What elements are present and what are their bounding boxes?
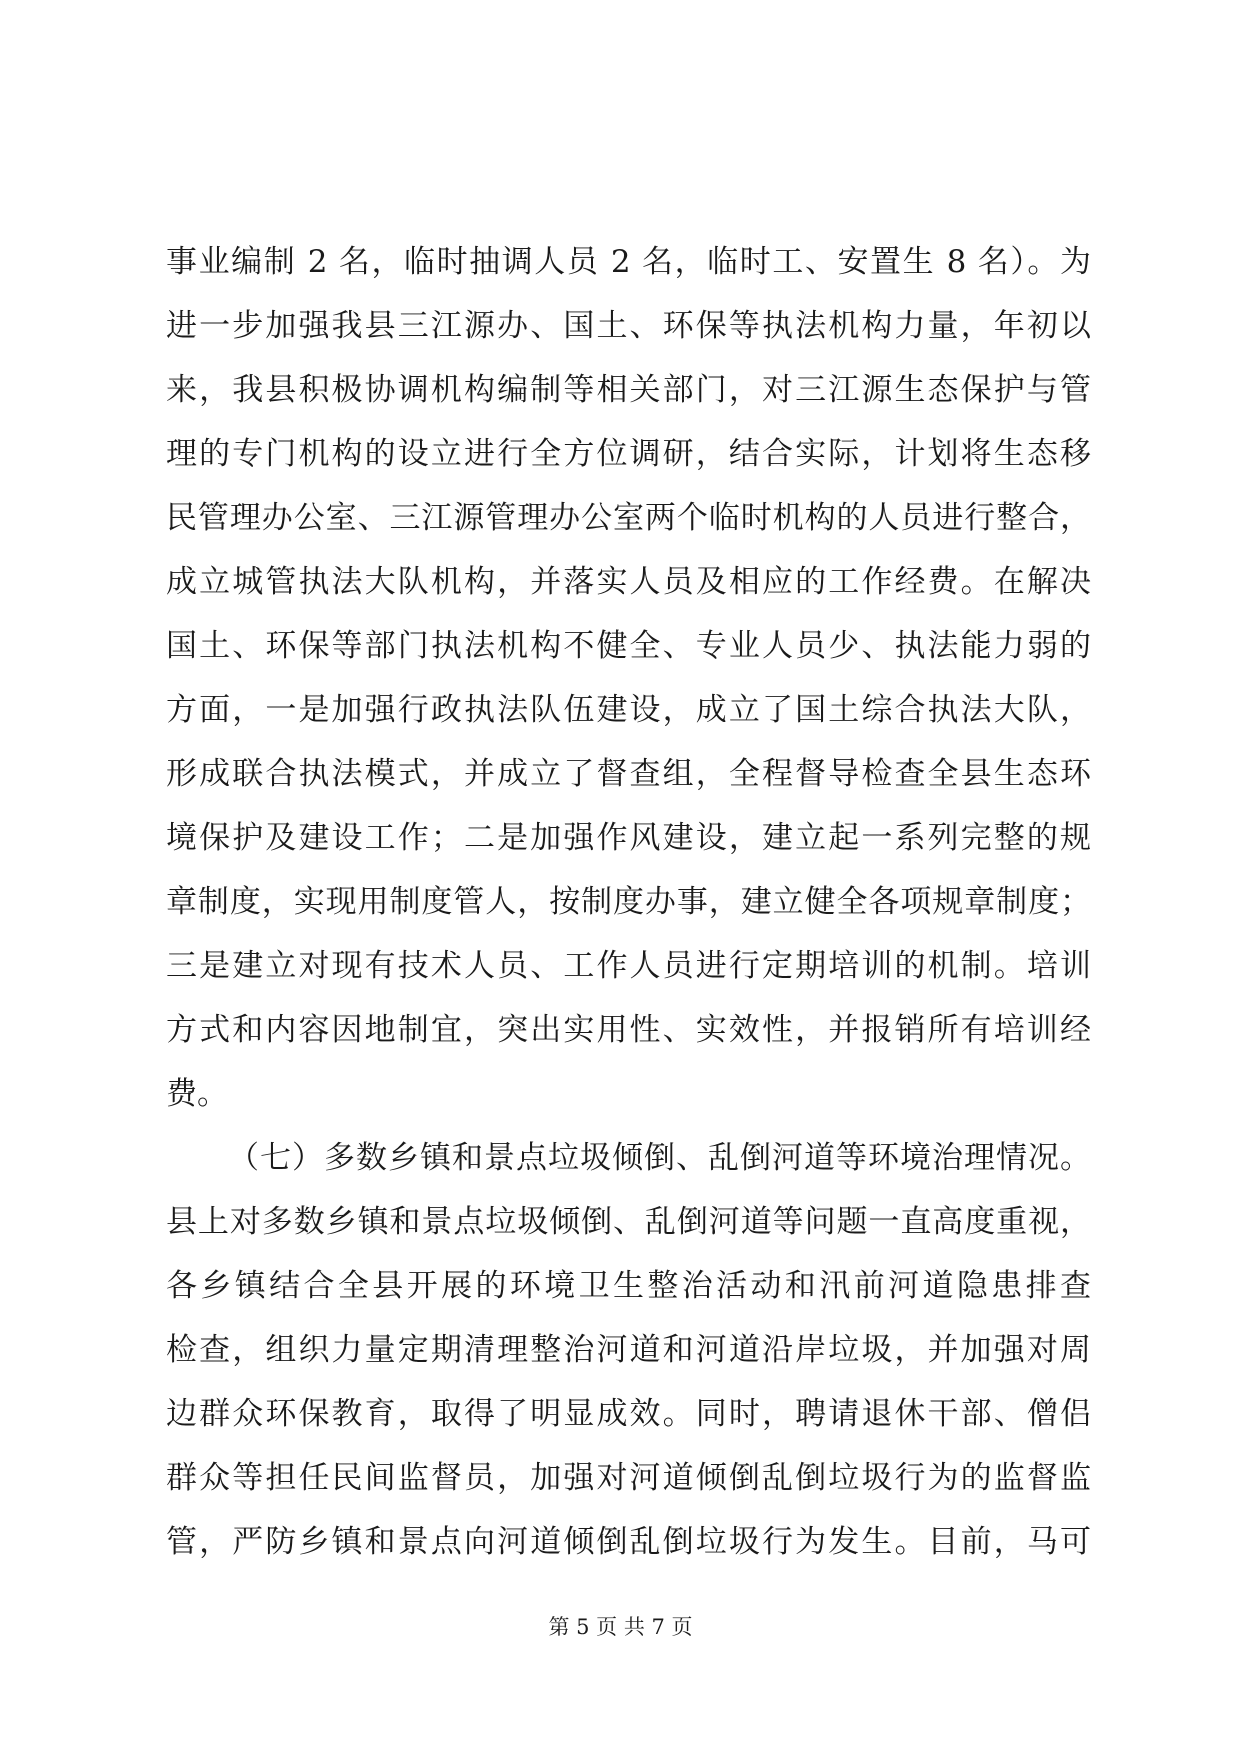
text-line: 来，我县积极协调机构编制等相关部门，对三江源生态保护与管 bbox=[166, 372, 1091, 408]
text-line: 形成联合执法模式，并成立了督查组，全程督导检查全县生态环 bbox=[166, 756, 1091, 792]
text-line: 章制度，实现用制度管人，按制度办事，建立健全各项规章制度； bbox=[166, 884, 1091, 920]
text-line: 进一步加强我县三江源办、国土、环保等执法机构力量，年初以 bbox=[166, 308, 1091, 344]
body-text bbox=[166, 230, 1091, 1574]
text-line: 群众等担任民间监督员，加强对河道倾倒乱倒垃圾行为的监督监 bbox=[166, 1460, 1091, 1496]
text-line: 方面，一是加强行政执法队伍建设，成立了国土综合执法大队， bbox=[166, 692, 1091, 728]
text-line: 各乡镇结合全县开展的环境卫生整治活动和汛前河道隐患排查 bbox=[166, 1268, 1091, 1304]
text-line: 事业编制 2 名，临时抽调人员 2 名，临时工、安置生 8 名）。为 bbox=[166, 244, 1091, 280]
text-line: 国土、环保等部门执法机构不健全、专业人员少、执法能力弱的 bbox=[166, 628, 1091, 664]
text-line: 管，严防乡镇和景点向河道倾倒乱倒垃圾行为发生。目前，马可 bbox=[166, 1524, 1091, 1560]
text-line: 境保护及建设工作；二是加强作风建设，建立起一系列完整的规 bbox=[166, 820, 1091, 856]
text-line: 三是建立对现有技术人员、工作人员进行定期培训的机制。培训 bbox=[166, 948, 1091, 984]
text-line: 民管理办公室、三江源管理办公室两个临时机构的人员进行整合， bbox=[166, 500, 1091, 536]
text-line: 成立城管执法大队机构，并落实人员及相应的工作经费。在解决 bbox=[166, 564, 1091, 600]
text-line: 检查，组织力量定期清理整治河道和河道沿岸垃圾，并加强对周 bbox=[166, 1332, 1091, 1368]
section-heading-line: （七）多数乡镇和景点垃圾倾倒、乱倒河道等环境治理情况。 bbox=[228, 1140, 1091, 1176]
text-line: 方式和内容因地制宜，突出实用性、实效性，并报销所有培训经 bbox=[166, 1012, 1091, 1048]
text-line: 费。 bbox=[166, 1076, 228, 1112]
text-line: 边群众环保教育，取得了明显成效。同时，聘请退休干部、僧侣 bbox=[166, 1396, 1091, 1432]
text-line: 理的专门机构的设立进行全方位调研，结合实际，计划将生态移 bbox=[166, 436, 1091, 472]
page-number-footer: 第 5 页 共 7 页 bbox=[548, 1615, 693, 1639]
text-line: 县上对多数乡镇和景点垃圾倾倒、乱倒河道等问题一直高度重视， bbox=[166, 1204, 1091, 1240]
